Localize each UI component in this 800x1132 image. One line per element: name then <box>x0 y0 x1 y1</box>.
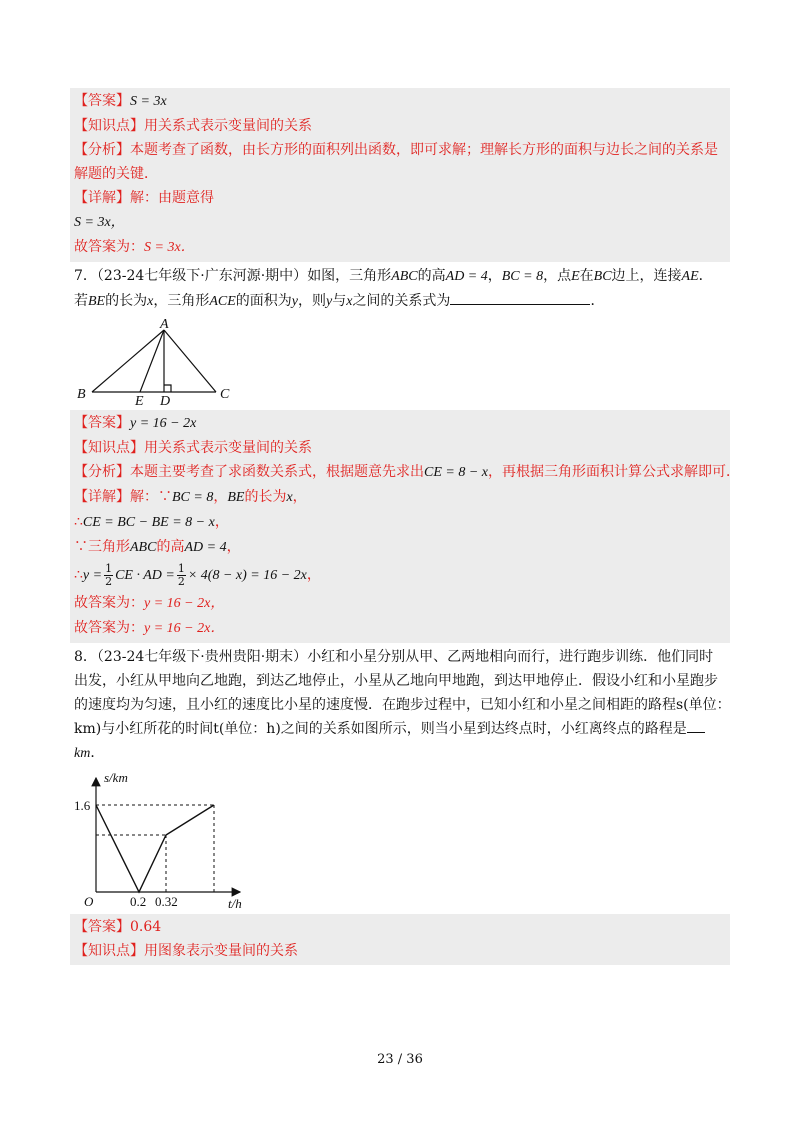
q8-stem-line1 <box>74 645 726 669</box>
q7-stem-line1 <box>74 264 726 289</box>
fraction-half <box>104 563 113 588</box>
stem-text: 若 <box>74 293 88 309</box>
q8-stem-line3: 的速度均为匀速，且小红的速度比小星的速度慢．在跑步过程中，已知小红和小星之间相距的路程s(单位： <box>74 697 731 713</box>
stem-text: 的面积为 <box>235 293 292 309</box>
answer-value: 0.64 <box>130 919 162 935</box>
right-angle-mark <box>164 385 171 392</box>
math-y: y <box>291 294 298 309</box>
label-a: A <box>160 318 169 332</box>
step-math: × 4(8 − x) = 16 − 2x <box>187 568 307 583</box>
y-axis-label: s/km <box>104 770 128 785</box>
therefore-symbol: ∴ <box>74 514 83 530</box>
detail-text: 解：∵ <box>130 489 172 505</box>
knowledge-point-text: 用关系式表示变量间的关系 <box>144 118 312 134</box>
answer-label: 【答案】 <box>74 919 130 935</box>
step-end: ， <box>214 514 229 530</box>
detail-text: ， <box>292 489 307 505</box>
step-end: ， <box>226 539 241 555</box>
math-e: E <box>571 269 580 284</box>
final-label: 故答案为： <box>74 595 144 611</box>
segment-ac <box>164 330 216 392</box>
knowledge-point-text: 用关系式表示变量间的关系 <box>144 440 312 456</box>
x-tick-0-2: 0.2 <box>130 894 147 909</box>
math-x: x <box>346 294 353 309</box>
stem-text: 与 <box>332 293 347 309</box>
math-x: x <box>147 294 154 309</box>
stem-text: ，三角形 <box>153 293 210 309</box>
q8-answer-row <box>74 915 726 939</box>
fraction-numerator: 1 <box>177 561 185 575</box>
fraction-denominator: 2 <box>177 574 185 588</box>
math-bc-seg: BC <box>593 269 612 284</box>
final-value: y = 16 − 2x． <box>144 621 225 636</box>
knowledge-point-label: 【知识点】 <box>74 943 144 959</box>
detail-label: 【详解】 <box>74 489 130 505</box>
analysis-text: 本题主要考查了求函数关系式，根据题意先求出 <box>130 464 424 480</box>
step-math: CE = BC − BE = 8 − x <box>82 515 215 530</box>
knowledge-point-text: 用图象表示变量间的关系 <box>144 943 298 959</box>
q8-stem-line2: 出发，小红从甲地向乙地跑，到达乙地停止，小星从乙地向甲地跑，到达甲地停止．假设小红和小星跑步 <box>74 673 718 689</box>
q6-kp-row <box>74 114 726 138</box>
math-ad: AD = 4 <box>445 269 488 284</box>
stem-text: 之间的关系式为 <box>352 293 451 309</box>
step-math: y = <box>82 568 103 583</box>
answer-value: y = 16 − 2x <box>130 416 197 431</box>
because-text: ∵三角形 <box>74 539 130 555</box>
step-math: CE · AD = <box>115 568 175 583</box>
math-abc: ABC <box>130 540 157 555</box>
question-number: 8． <box>74 649 97 665</box>
step-text: S = 3x， <box>74 215 125 230</box>
math-x: x <box>286 490 293 505</box>
therefore-symbol: ∴ <box>74 567 83 583</box>
stem-text: 在 <box>579 268 594 284</box>
origin-label: O <box>84 894 94 909</box>
q7-stem-line2 <box>74 289 726 314</box>
segment-ae <box>140 330 164 392</box>
analysis-label: 【分析】 <box>74 142 130 158</box>
x-axis-label: t/h <box>228 896 242 910</box>
y-tick-1-6: 1.6 <box>74 798 91 813</box>
q7-detail-row <box>74 485 726 510</box>
question-source: （23-24七年级下·广东河源·期中） <box>96 268 308 284</box>
detail-text: ， <box>213 489 228 505</box>
stem-text: ，点 <box>543 268 572 284</box>
q6-solution <box>70 88 730 262</box>
answer-blank <box>450 290 590 305</box>
knowledge-point-label: 【知识点】 <box>74 440 144 456</box>
stem-text: km)与小红所花的时间t(单位：h)之间的关系如图所示，则当小星到达终点时，小红离终点的路程是 <box>74 721 687 737</box>
label-b: B <box>77 387 86 402</box>
final-value: S = 3x． <box>144 240 195 255</box>
q8-solution <box>70 914 730 965</box>
distance-time-graph <box>74 770 254 910</box>
step-end: ， <box>306 567 321 583</box>
q7-final2 <box>74 616 726 641</box>
q7-step3 <box>74 560 726 591</box>
knowledge-point-label: 【知识点】 <box>74 118 144 134</box>
answer-value: S = 3x <box>130 94 167 109</box>
stem-text: 如图，三角形 <box>307 268 392 284</box>
answer-blank <box>687 718 705 733</box>
analysis-text: 本题考查了函数，由长方形的面积列出函数，即可求解；理解长方形的面积与边长之间的关系是解题的关键． <box>74 142 718 182</box>
step-text: 的高 <box>156 539 185 555</box>
page-number: 23 / 36 <box>377 1052 423 1067</box>
q8-stem-line5 <box>74 741 726 766</box>
distance-curve <box>96 805 214 892</box>
stem-text: ，则 <box>298 293 326 309</box>
fraction-numerator: 1 <box>105 561 113 575</box>
label-c: C <box>220 387 230 402</box>
math-be: BE <box>88 294 106 309</box>
unit-km: km <box>74 746 91 761</box>
analysis-label: 【分析】 <box>74 464 130 480</box>
question-number: 7． <box>74 268 97 284</box>
fraction-denominator: 2 <box>105 574 113 588</box>
math-bc: BC = 8 <box>501 269 544 284</box>
math-ace: ACE <box>209 294 236 309</box>
q7-answer-row <box>74 411 726 436</box>
label-e: E <box>135 394 144 406</box>
math-y: y <box>326 294 333 309</box>
analysis-math: CE = 8 − x <box>424 465 488 480</box>
q6-detail-row <box>74 186 726 210</box>
math-ae: AE <box>681 269 699 284</box>
q7-question <box>70 262 730 410</box>
stem-text: 小红和小星分别从甲、乙两地相向而行，进行跑步训练．他们同时 <box>307 649 714 665</box>
math-bc: BC = 8 <box>172 490 214 505</box>
stem-text: ． <box>698 268 713 284</box>
stem-text: 的高 <box>417 268 446 284</box>
stem-text: ， <box>487 268 502 284</box>
q6-answer-row <box>74 89 726 114</box>
q7-kp-row <box>74 436 726 460</box>
answer-label: 【答案】 <box>74 415 130 431</box>
q7-step1 <box>74 510 726 535</box>
detail-text: 的长为 <box>244 489 287 505</box>
q6-analysis-row <box>74 138 726 186</box>
stem-text: ． <box>90 745 105 761</box>
stem-text: 的长为 <box>105 293 148 309</box>
final-label: 故答案为： <box>74 239 144 255</box>
q8-kp-row <box>74 939 726 963</box>
q6-step1 <box>74 210 726 235</box>
math-be: BE <box>227 490 245 505</box>
detail-text: 解：由题意得 <box>130 190 214 206</box>
final-label: 故答案为： <box>74 620 144 636</box>
q8-question <box>70 643 730 914</box>
fraction-half <box>177 563 186 588</box>
analysis-text: ，再根据三角形面积计算公式求解即可． <box>488 464 740 480</box>
math-ad: AD = 4 <box>184 540 227 555</box>
final-value: y = 16 − 2x， <box>144 596 225 611</box>
q8-stem-line4 <box>74 717 726 741</box>
question-source: （23-24七年级下·贵州贵阳·期末） <box>96 649 308 665</box>
x-tick-0-32: 0.32 <box>155 894 178 909</box>
stem-text: 边上，连接 <box>611 268 682 284</box>
math-abc: ABC <box>391 269 418 284</box>
content-area <box>70 88 740 965</box>
segment-ab <box>92 330 164 392</box>
q7-solution <box>70 410 740 643</box>
q6-final-row <box>74 235 726 260</box>
q7-analysis-row <box>74 460 740 485</box>
triangle-figure <box>74 318 254 406</box>
label-d: D <box>160 394 171 406</box>
detail-label: 【详解】 <box>74 190 130 206</box>
answer-label: 【答案】 <box>74 93 130 109</box>
q7-final1 <box>74 591 726 616</box>
q7-step2 <box>74 535 726 560</box>
stem-text: ． <box>590 293 605 309</box>
